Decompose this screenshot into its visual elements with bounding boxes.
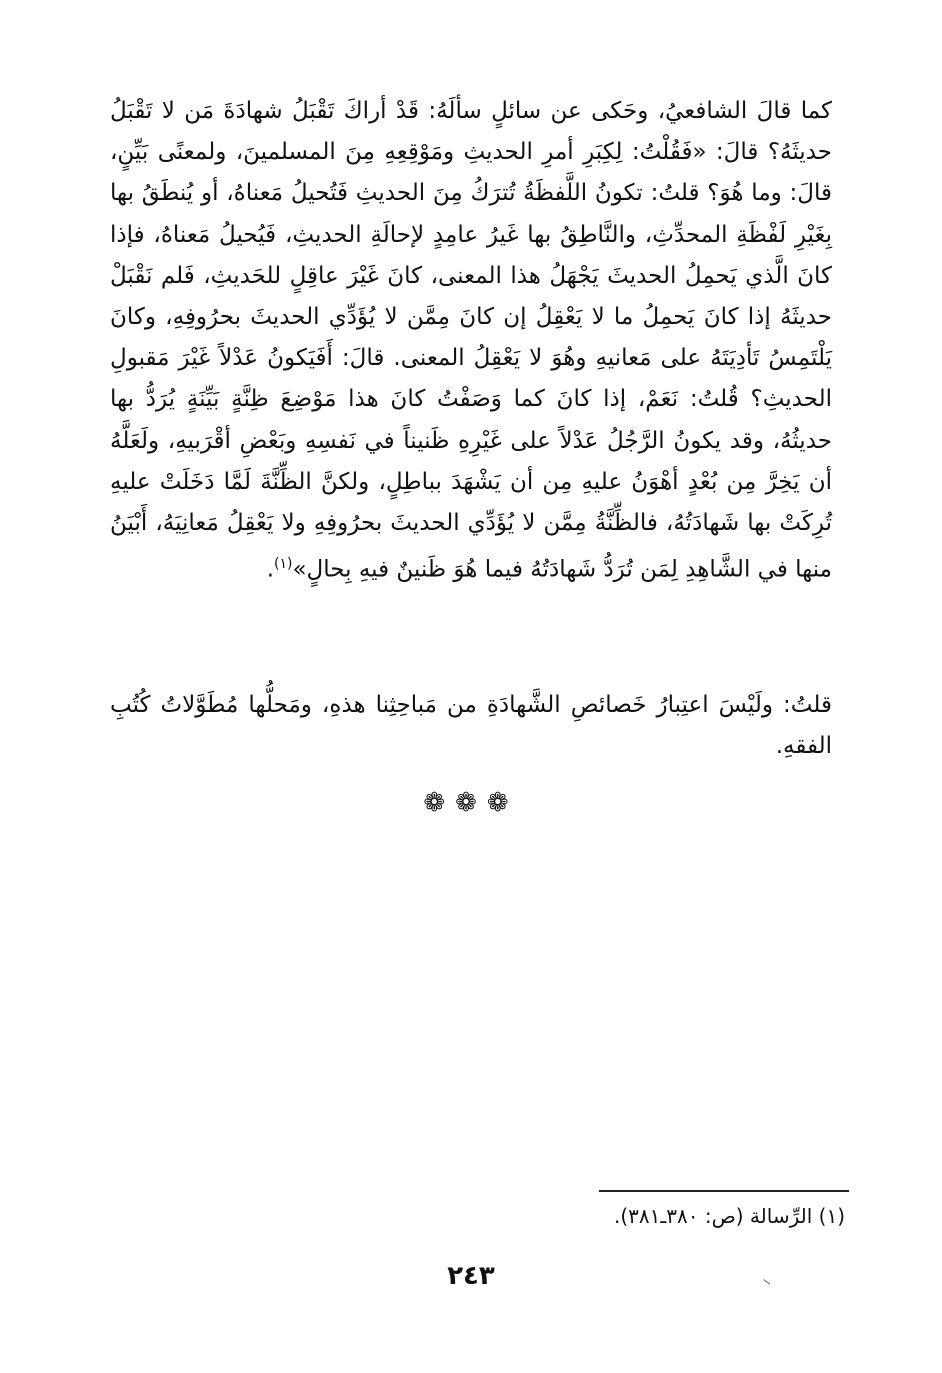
footnote-divider — [599, 1190, 849, 1192]
paragraph-text: قلتُ: ولَيْسَ اعتِبارُ خَصائصِ الشَّهادَةِ من مَباحِثِنا هذهِ، ومَحلُّها مُطَوَّلاتُ كُتُبِ الفقهِ. — [110, 692, 832, 760]
footnote-reference: (١) — [274, 556, 293, 573]
main-paragraph — [110, 91, 832, 671]
footnote: (١) الرِّسالة (ص: ٣٨٠ـ٣٨١). — [613, 1204, 845, 1228]
section-ornament: ❁❁❁ — [423, 788, 519, 818]
page-number: ٢٤٣ — [447, 1261, 495, 1291]
paragraph-end: . — [266, 556, 274, 583]
comment-paragraph — [110, 685, 832, 775]
paragraph-text: كما قالَ الشافعيُ، وحَكى عن سائلٍ سألَهُ: قَدْ أراكَ تَقْبَلُ شهادَةَ مَن لا تَقْبَلُ حديثَهُ؟ قالَ: «فَقُلْتُ: لِكِبَرِ أمرِ الحديثِ ومَوْقِعِهِ مِنَ المسلمينَ، ولمعنًى بَيِّنٍ، قالَ: وما هُوَ؟ قلتُ: تكونُ اللَّفظَةُ تُترَكُ مِنَ الحديثِ فَتُحيلُ مَعناهُ، أو يُنطَقُ بها بِغَيْرِ لَفْظَةِ المحدِّثِ، والنَّاطِقُ بها غَيرُ عامِدٍ لإحالَةِ الحديثِ، فَيُحيلُ مَعناهُ، فإذا كانَ الَّذي يَحمِلُ الحديثَ يَجْهَلُ هذا المعنى، كانَ غَيْرَ عاقِلٍ للحَديثِ، فَلم نَقْبَلْ حديثَهُ إذا كانَ يَحمِلُ ما لا يَعْقِلُ إن كانَ مِمَّن لا يُؤَدِّي الحديثَ بحرُوفِهِ، وكانَ يَلْتَمِسُ تَأدِيَتَهُ على مَعانيهِ وهُوَ لا يَعْقِلُ المعنى. قالَ: أَفَيَكونُ عَدْلاً غَيْرَ مَقبولِ الحديثِ؟ قُلتُ: نَعَمْ، إذا كانَ كما وَصَفْتُ كانَ هذا مَوْضِعَ ظِنَّةٍ بَيِّنَةٍ يُرَدُّ بها حديثُهُ، وقد يكونُ الرَّجُلُ عَدْلاً على غَيْرِهِ ظَنيناً في نَفسِهِ وبَعْضِ أقْرَبيهِ، ولَعَلَّهُ أن يَخِرَّ مِن بُعْدٍ أهْوَنُ عليهِ مِن أن يَشْهَدَ بباطِلٍ، ولكنَّ الظِّنَّةَ لَمَّا دَخَلَتْ عليهِ تُرِكَتْ بها شَهادَتُهُ، فالظِّنَّةُ مِمَّن لا يُؤَدِّي الحديثَ بحرُوفِهِ ولا يَعْقِلُ مَعانِيَهُ، أَبْيَنُ منها في الشَّاهِدِ لِمَن تُرَدُّ شَهادَتُهُ فيما هُوَ ظَنينٌ فيهِ بِحالٍ» — [110, 98, 832, 583]
